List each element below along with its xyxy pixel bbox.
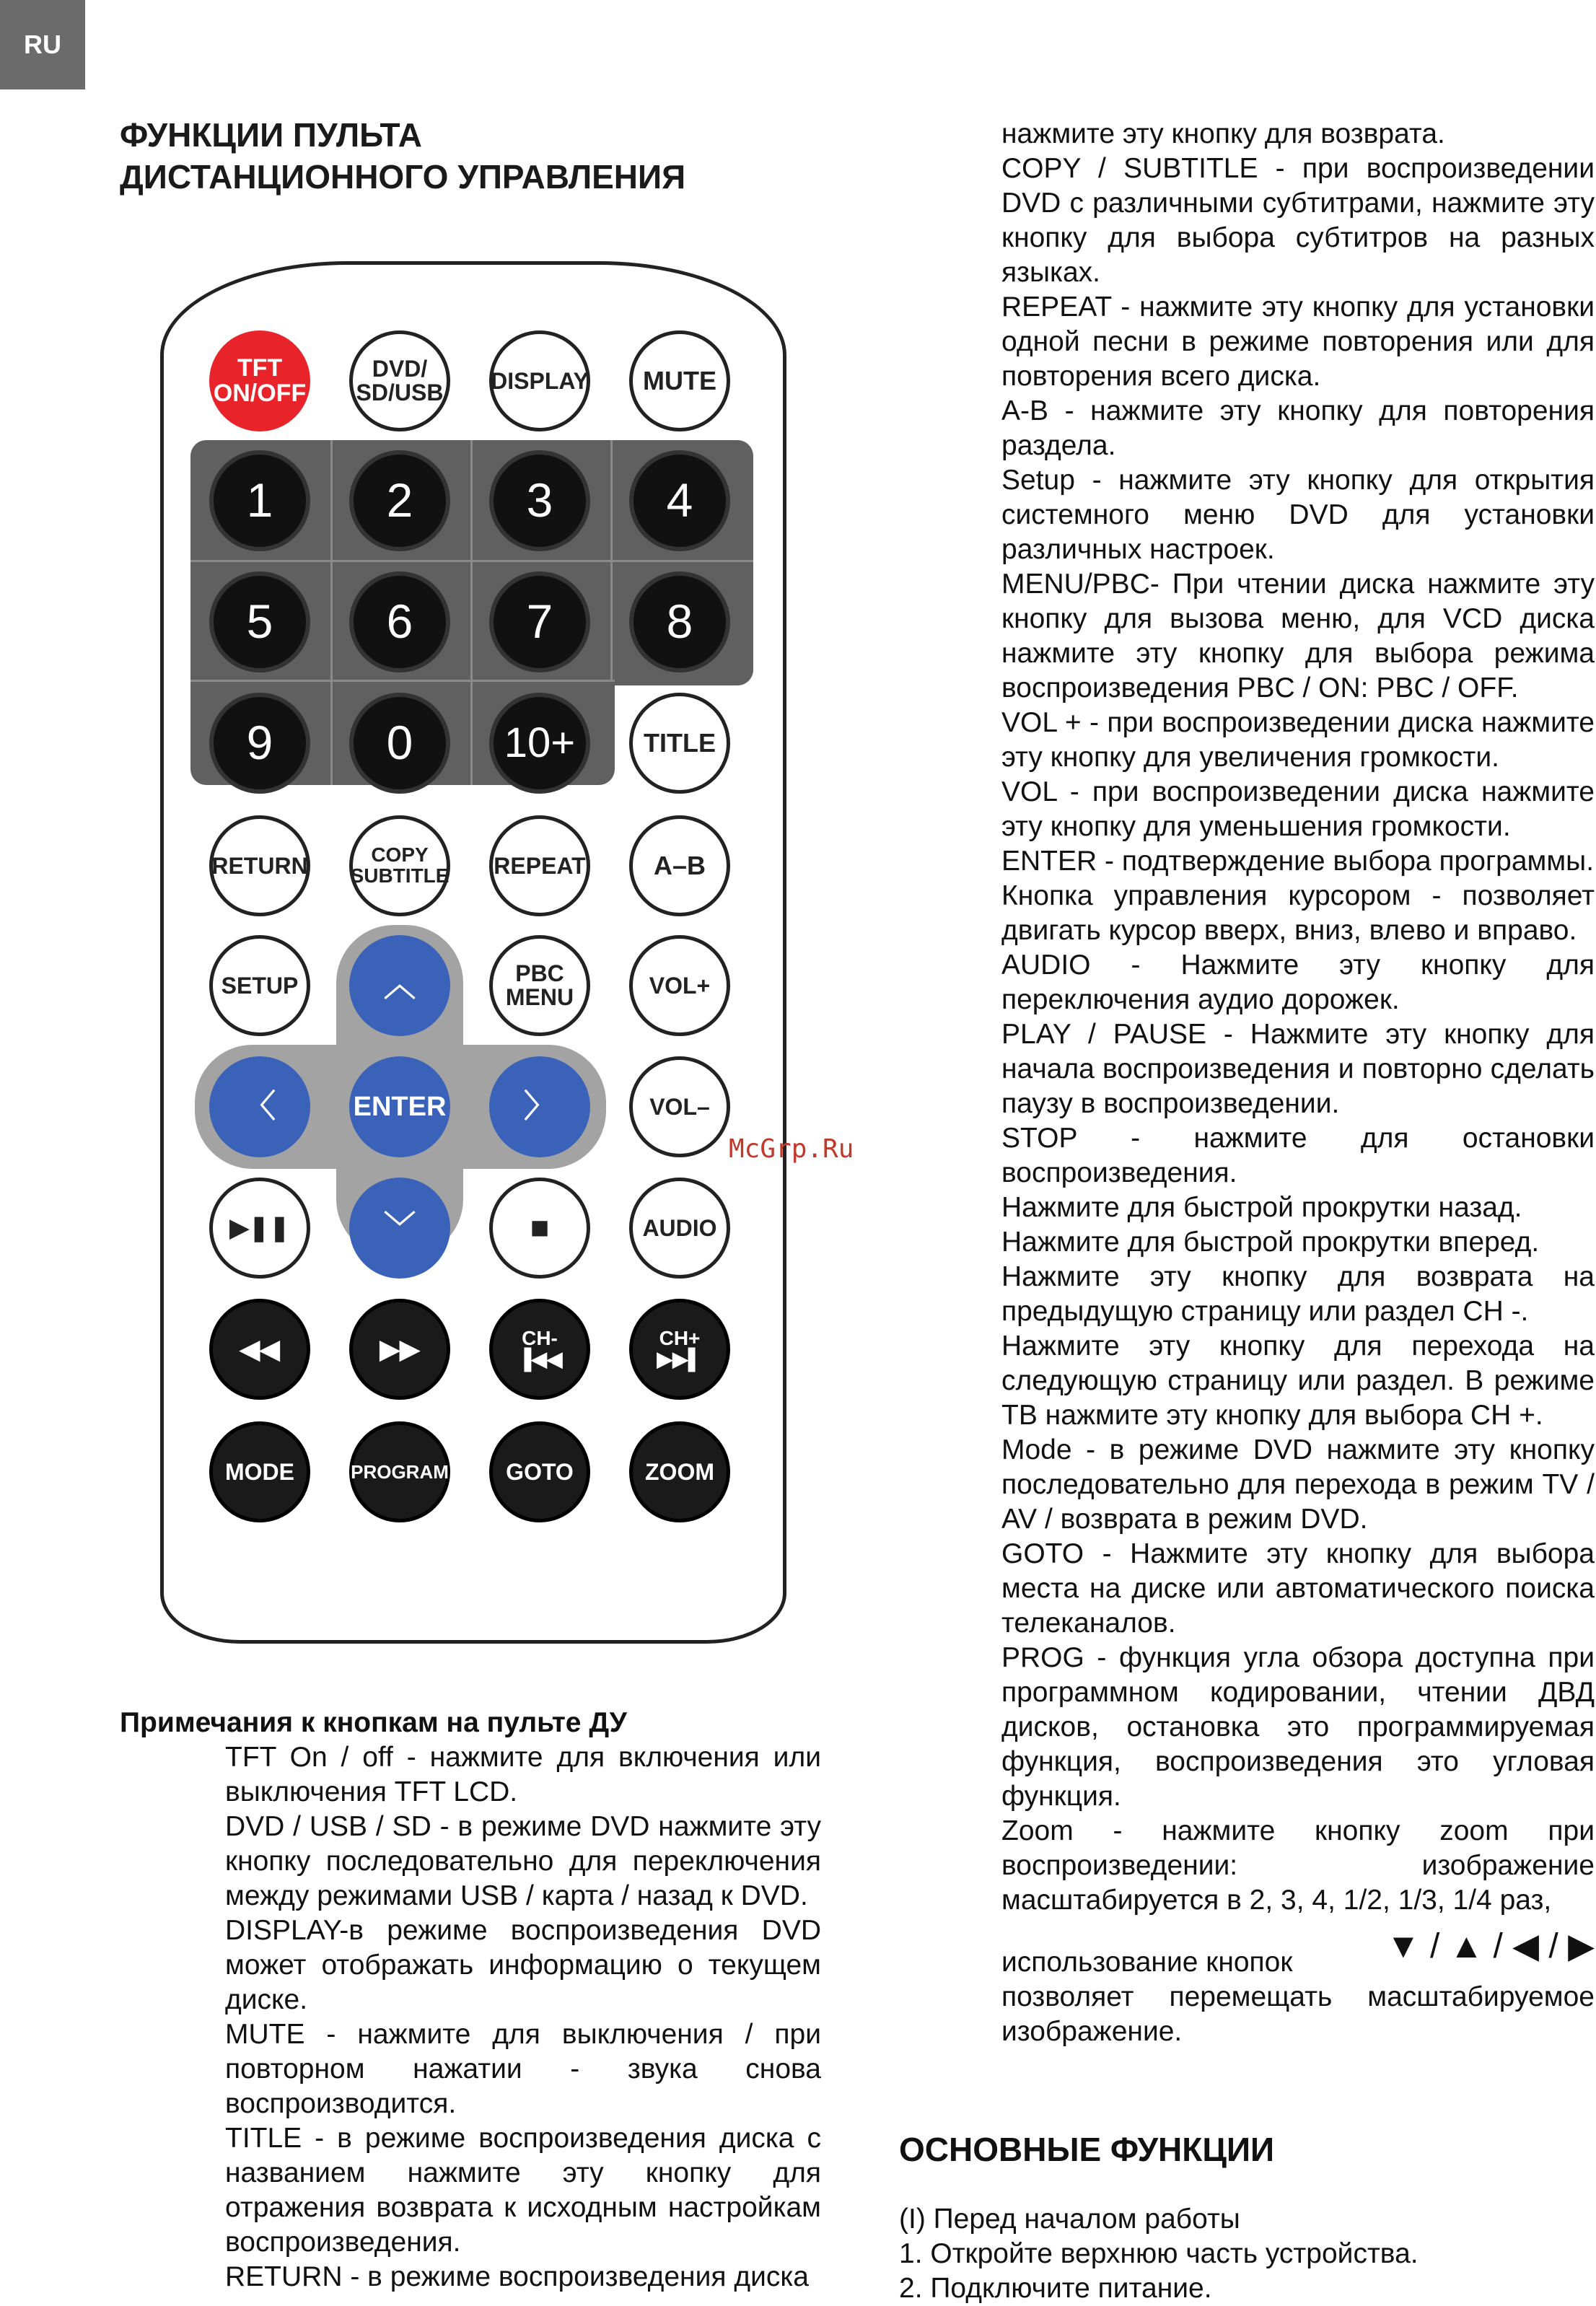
basic-functions-list xyxy=(899,2202,1419,2306)
repeat-button: REPEAT xyxy=(489,815,590,916)
title-line-2: ДИСТАНЦИОННОГО УПРАВЛЕНИЯ xyxy=(120,158,686,196)
a-b-button: A–B xyxy=(629,815,730,916)
copy-subtitle-button: COPY SUBTITLE xyxy=(349,815,450,916)
note-item: PROG - функция угла обзора доступна при программном кодировании, чтении ДВД дисков, остановка это программируемая функция, воспроизведения это угловая функция. xyxy=(1001,1642,1595,1812)
note-item: TFT On / off - нажмите для включения или выключения TFT LCD. xyxy=(225,1742,821,1807)
digit-6-button: 6 xyxy=(349,571,450,672)
ch-minus-button: CH- ▐◀◀ xyxy=(489,1299,590,1400)
section-heading: ОСНОВНЫЕ ФУНКЦИИ xyxy=(899,2131,1275,2168)
note-item: Кнопка управления курсором - позволяет двигать курсор вверх, вниз, влево и вправо. xyxy=(1001,880,1595,946)
digit-7-button: 7 xyxy=(489,571,590,672)
panel-divider xyxy=(330,440,333,785)
page-title xyxy=(120,114,685,198)
digit-9-button: 9 xyxy=(209,693,310,794)
mute-button: MUTE xyxy=(629,330,730,431)
note-item: Нажмите для быстрой прокрутки вперед. xyxy=(1001,1227,1540,1258)
arrow-keys-icon: ▼ / ▲ / ◀ / ▶ xyxy=(1386,1927,1595,1965)
mode-button: MODE xyxy=(209,1421,310,1522)
button-notes xyxy=(120,1706,821,2294)
enter-button: ENTER xyxy=(349,1056,450,1157)
pbc-menu-button: PBC MENU xyxy=(489,935,590,1036)
list-item: (I) Перед началом работы xyxy=(899,2204,1240,2235)
digit-10plus-button: 10+ xyxy=(489,693,590,794)
language-label: RU xyxy=(24,30,61,59)
zoom-button: ZOOM xyxy=(629,1421,730,1522)
digit-0-button: 0 xyxy=(349,693,450,794)
note-item: Нажмите эту кнопку для возврата на предыдущую страницу или раздел CH -. xyxy=(1001,1261,1595,1327)
arrow-keys-line xyxy=(1001,1929,1595,1980)
note-item: VOL + - при воспроизведении диска нажмите эту кнопку для увеличения громкости. xyxy=(1001,707,1595,773)
note-item: RETURN - в режиме воспроизведения диска xyxy=(225,2261,809,2292)
note-item: Setup - нажмите эту кнопку для открытия системного меню DVD для установки различных настроек. xyxy=(1001,465,1595,565)
note-item: PLAY / PAUSE - Нажмите эту кнопку для начала воспроизведения и повторно сделать паузу в воспроизведении. xyxy=(1001,1019,1595,1119)
note-item: A-B - нажмите эту кнопку для повторения раздела. xyxy=(1001,395,1595,461)
note-item: DISPLAY-в режиме воспроизведения DVD может отображать информацию о текущем диске. xyxy=(225,1915,821,2015)
note-item: REPEAT - нажмите эту кнопку для установки одной песни в режиме повторения или для повторения всего диска. xyxy=(1001,291,1595,392)
down-arrow-icon: ﹀ xyxy=(349,1178,450,1279)
note-item: COPY / SUBTITLE - при воспроизведении DVD с различными субтитрами, нажмите эту кнопку для выбора субтитров на разных языках. xyxy=(1001,153,1595,288)
note-item: Нажмите для быстрой прокрутки назад. xyxy=(1001,1192,1522,1223)
note-item: VOL - при воспроизведении диска нажмите эту кнопку для уменьшения громкости. xyxy=(1001,776,1595,842)
note-item: ENTER - подтверждение выбора программы. xyxy=(1001,846,1595,877)
note-item: STOP - нажмите для остановки воспроизведения. xyxy=(1001,1123,1595,1188)
notes-list xyxy=(225,1740,821,2294)
display-button: DISPLAY xyxy=(489,330,590,431)
play-pause-icon: ▶❚❚ xyxy=(209,1178,310,1279)
digit-4-button: 4 xyxy=(629,450,730,551)
list-item: 1. Откройте верхнюю часть устройства. xyxy=(899,2238,1419,2269)
panel-divider xyxy=(190,680,615,682)
notes-continued xyxy=(1001,117,1595,2049)
tft-onoff-button: TFT ON/OFF xyxy=(209,330,310,431)
note-item: MUTE - нажмите для выключения / при повторном нажатии - звука снова воспроизводится. xyxy=(225,2019,821,2119)
watermark: McGrp.Ru xyxy=(729,1134,854,1164)
note-item: GOTO - Нажмите эту кнопку для выбора места на диске или автоматического поиска телеканалов. xyxy=(1001,1538,1595,1639)
program-button: PROGRAM xyxy=(349,1421,450,1522)
right-arrow-icon: 〉 xyxy=(489,1056,590,1157)
vol-plus-button: VOL+ xyxy=(629,935,730,1036)
digit-8-button: 8 xyxy=(629,571,730,672)
vol-minus-button: VOL– xyxy=(629,1056,730,1157)
note-item: AUDIO - Нажмите эту кнопку для переключения аудио дорожек. xyxy=(1001,950,1595,1015)
notes-heading: Примечания к кнопкам на пульте ДУ xyxy=(120,1707,627,1738)
list-item: 2. Подключите питание. xyxy=(899,2273,1212,2304)
digit-2-button: 2 xyxy=(349,450,450,551)
digit-3-button: 3 xyxy=(489,450,590,551)
left-arrow-icon: 〈 xyxy=(209,1056,310,1157)
note-item: Mode - в режиме DVD нажмите эту кнопку последовательно для перехода в режим TV / AV / возврата в режим DVD. xyxy=(1001,1434,1595,1535)
return-button: RETURN xyxy=(209,815,310,916)
rewind-icon: ◀◀ xyxy=(209,1299,310,1400)
setup-button: SETUP xyxy=(209,935,310,1036)
panel-divider xyxy=(190,560,753,562)
title-button: TITLE xyxy=(629,693,730,794)
audio-button: AUDIO xyxy=(629,1178,730,1279)
language-tab xyxy=(0,0,85,89)
up-arrow-icon: ︿ xyxy=(349,935,450,1036)
panel-divider xyxy=(470,440,473,785)
dvd-sd-usb-button: DVD/ SD/USB xyxy=(349,330,450,431)
ch-plus-button: CH+ ▶▶▌ xyxy=(629,1299,730,1400)
fast-forward-icon: ▶▶ xyxy=(349,1299,450,1400)
digit-5-button: 5 xyxy=(209,571,310,672)
goto-button: GOTO xyxy=(489,1421,590,1522)
arrow-keys-text: использование кнопок xyxy=(1001,1947,1293,1978)
note-item: позволяет перемещать масштабируемое изображение. xyxy=(1001,1981,1595,2047)
stop-icon: ■ xyxy=(489,1178,590,1279)
note-item: Zoom - нажмите кнопку zoom при воспроизведении: изображение масштабируется в 2, 3, 4, 1/2, 1/3, 1/4 раз, xyxy=(1001,1815,1595,1916)
title-line-1: ФУНКЦИИ ПУЛЬТА xyxy=(120,116,422,154)
digit-1-button: 1 xyxy=(209,450,310,551)
note-item: DVD / USB / SD - в режиме DVD нажмите эту кнопку последовательно для переключения между режимами USB / карта / назад к DVD. xyxy=(225,1811,821,1911)
note-item: MENU/PBC- При чтении диска нажмите эту кнопку для вызова меню, для VCD диска нажмите эту кнопку для выбора режима воспроизведения PBC / ON: PBC / OFF. xyxy=(1001,569,1595,703)
note-item: Нажмите эту кнопку для перехода на следующую страницу или раздел. В режиме ТВ нажмите эту кнопку для выбора CH +. xyxy=(1001,1330,1595,1431)
note-item: нажмите эту кнопку для возврата. xyxy=(1001,118,1445,149)
remote-control-illustration xyxy=(160,261,789,1647)
note-item: TITLE - в режиме воспроизведения диска с названием нажмите эту кнопку для отражения возврата к исходным настройкам воспроизведения. xyxy=(225,2123,821,2258)
